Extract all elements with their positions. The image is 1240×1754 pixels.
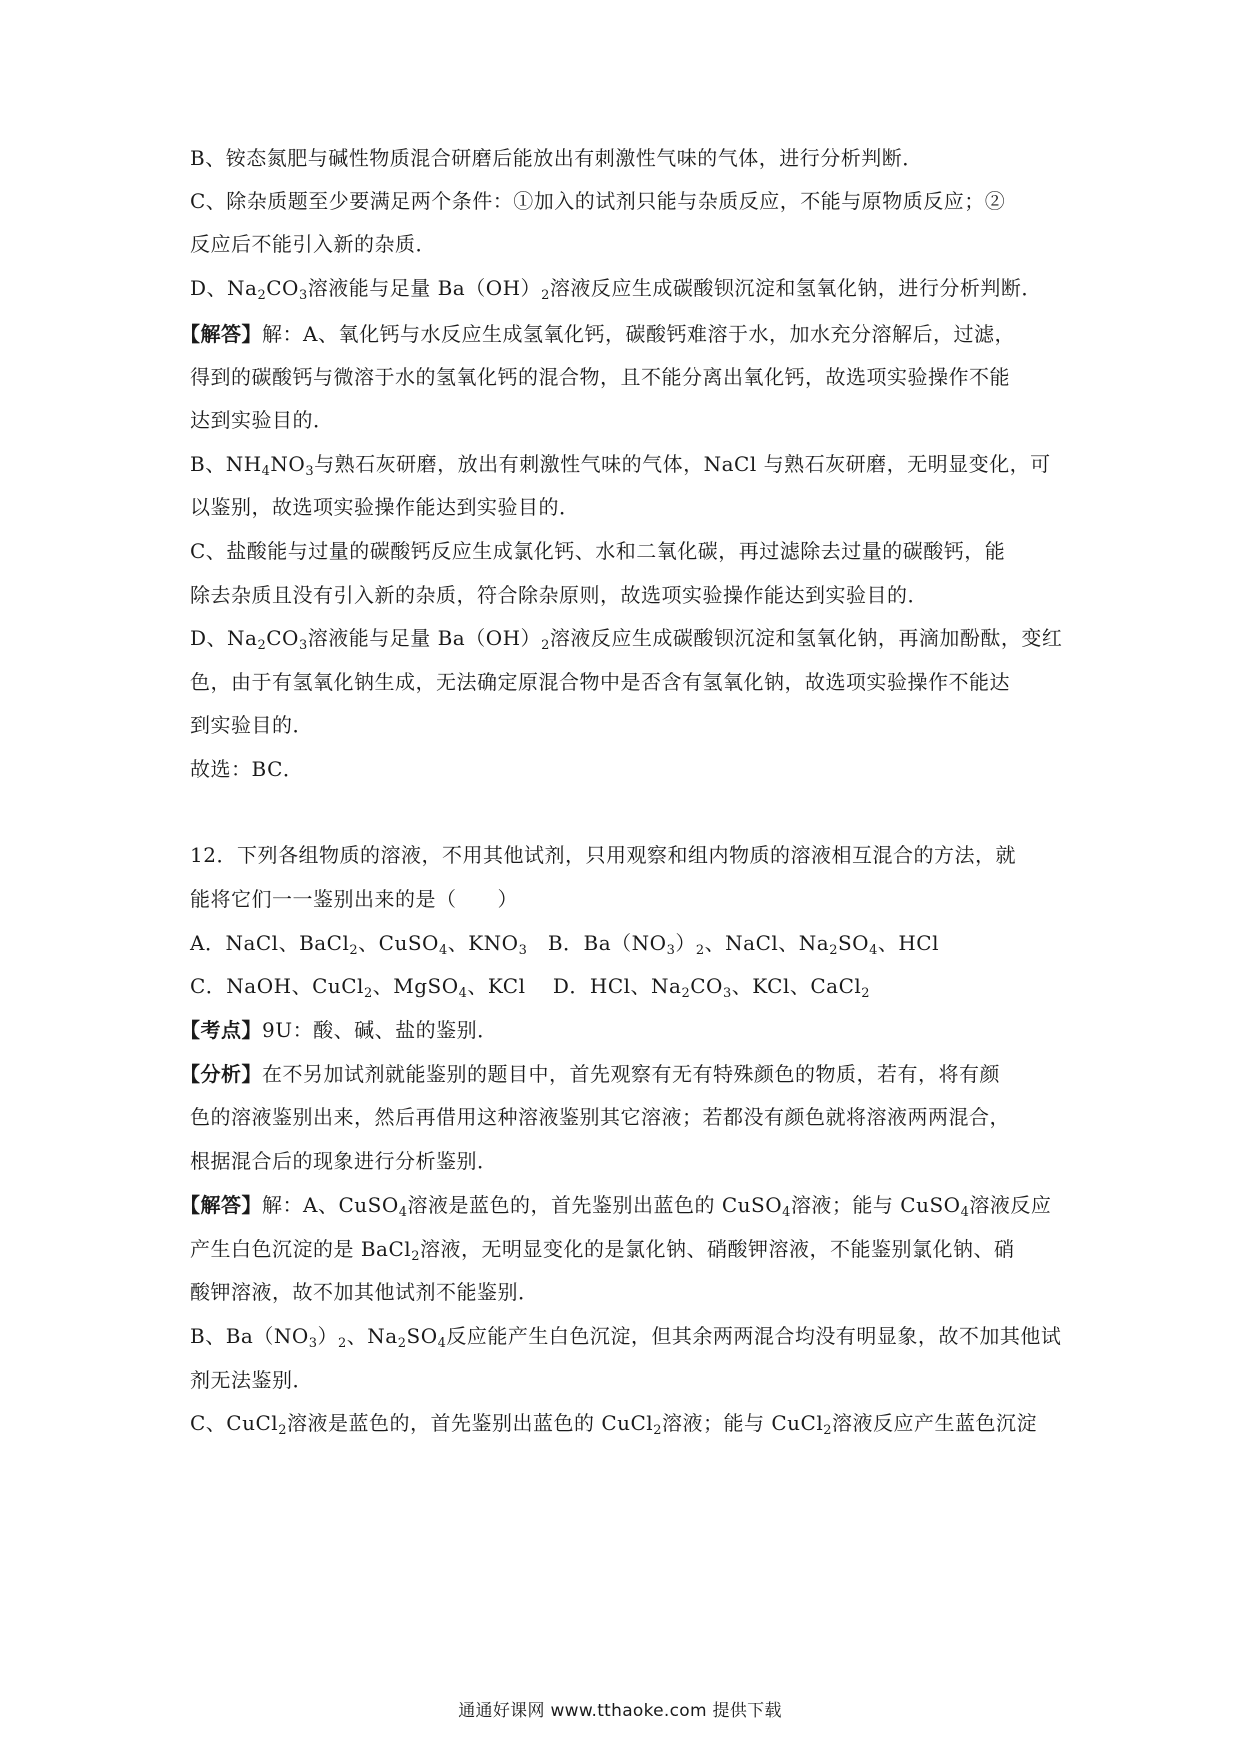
text-line: 除去杂质且没有引入新的杂质，符合除杂原则，故选项实验操作能达到实验目的． bbox=[190, 583, 928, 607]
text-line: 根据混合后的现象进行分析鉴别． bbox=[190, 1149, 498, 1173]
section-tag: 【考点】 bbox=[180, 1018, 262, 1042]
page-footer: 通通好课网 www.tthaoke.com 提供下载 bbox=[458, 1701, 782, 1721]
analysis-line: 【分析】在不另加试剂就能鉴别的题目中，首先观察有无有特殊颜色的物质，若有，将有颜 bbox=[180, 1062, 1000, 1086]
answer-line: 【解答】解：A、氧化钙与水反应生成氢氧化钙，碳酸钙难溶于水，加水充分溶解后，过滤， bbox=[180, 322, 1015, 346]
text-line: 产生白色沉淀的是 BaCl$_2$溶液，无明显变化的是氯化钠、硝酸钾溶液，不能鉴别氯化钠、硝 bbox=[190, 1237, 1015, 1264]
text-line: 反应后不能引入新的杂质． bbox=[190, 232, 436, 256]
option-line-ab: A．NaCl、BaCl$_2$、CuSO$_4$、$KNO_3$ B．$Ba(NO_3)_2$、NaCl、$Na_2SO_4$、HCl bbox=[190, 931, 939, 958]
text-line: C、盐酸能与过量的碳酸钙反应生成氯化钙、水和二氧化碳，再过滤除去过量的碳酸钙，能 bbox=[190, 539, 1006, 563]
text-line: 达到实验目的． bbox=[190, 408, 334, 432]
text-line: 得到的碳酸钙与微溶于水的氢氧化钙的混合物，且不能分离出氧化钙，故选项实验操作不能 bbox=[190, 365, 1010, 389]
text-line: D、$Na_2CO_3$溶液能与足量 $Ba(OH)_2$溶液反应生成碳酸钡沉淀和氢氧化钠，进行分析判断． bbox=[190, 276, 1042, 303]
question-title: 12．下列各组物质的溶液，不用其他试剂，只用观察和组内物质的溶液相互混合的方法，就 bbox=[190, 843, 1016, 867]
option-line-cd: C．NaOH、CuCl$_2$、MgSO$_4$、KCl D．HCl、$Na_2CO_3$、KCl、CaCl$_2$ bbox=[190, 974, 871, 1001]
text-line: 酸钾溶液，故不加其他试剂不能鉴别． bbox=[190, 1280, 539, 1304]
question-title: 能将它们一一鉴别出来的是（ ） bbox=[190, 887, 518, 911]
text-line: 到实验目的． bbox=[190, 713, 313, 737]
section-tag: 【解答】 bbox=[180, 1193, 262, 1217]
text-line: B、$NH_4NO_3$与熟石灰研磨，放出有刺激性气味的气体，NaCl 与熟石灰研磨，无明显变化，可 bbox=[190, 452, 1051, 479]
text-line: C、除杂质题至少要满足两个条件：①加入的试剂只能与杂质反应，不能与原物质反应；② bbox=[190, 189, 1006, 213]
text-line: D、$Na_2CO_3$溶液能与足量 $Ba(OH)_2$溶液反应生成碳酸钡沉淀和氢氧化钠，再滴加酚酞，变红 bbox=[190, 626, 1063, 653]
text-line: C、CuCl$_2$溶液是蓝色的，首先鉴别出蓝色的 CuCl$_2$溶液；能与 CuCl$_2$溶液反应产生蓝色沉淀 bbox=[190, 1411, 1038, 1438]
answer-choice-line: 故选：BC． bbox=[190, 757, 304, 781]
answer-line: 【解答】解：A、CuSO$_4$溶液是蓝色的，首先鉴别出蓝色的 CuSO$_4$溶液；能与 CuSO$_4$溶液反应 bbox=[180, 1193, 1052, 1220]
text-line: 以鉴别，故选项实验操作能达到实验目的． bbox=[190, 495, 580, 519]
topic-line: 【考点】9U：酸、碱、盐的鉴别． bbox=[180, 1018, 498, 1042]
text-line: 色的溶液鉴别出来，然后再借用这种溶液鉴别其它溶液；若都没有颜色就将溶液两两混合， bbox=[190, 1105, 1010, 1129]
text-line: B、铵态氮肥与碱性物质混合研磨后能放出有刺激性气味的气体，进行分析判断． bbox=[190, 146, 923, 170]
text-line: 色，由于有氢氧化钠生成，无法确定原混合物中是否含有氢氧化钠，故选项实验操作不能达 bbox=[190, 670, 1010, 694]
text-line: B、$Ba(NO_3)_2$、$Na_2SO_4$反应能产生白色沉淀，但其余两两混合均没有明显象，故不加其他试 bbox=[190, 1324, 1062, 1351]
section-tag: 【解答】 bbox=[180, 322, 262, 346]
text-line: 剂无法鉴别． bbox=[190, 1368, 313, 1392]
section-tag: 【分析】 bbox=[180, 1062, 262, 1086]
